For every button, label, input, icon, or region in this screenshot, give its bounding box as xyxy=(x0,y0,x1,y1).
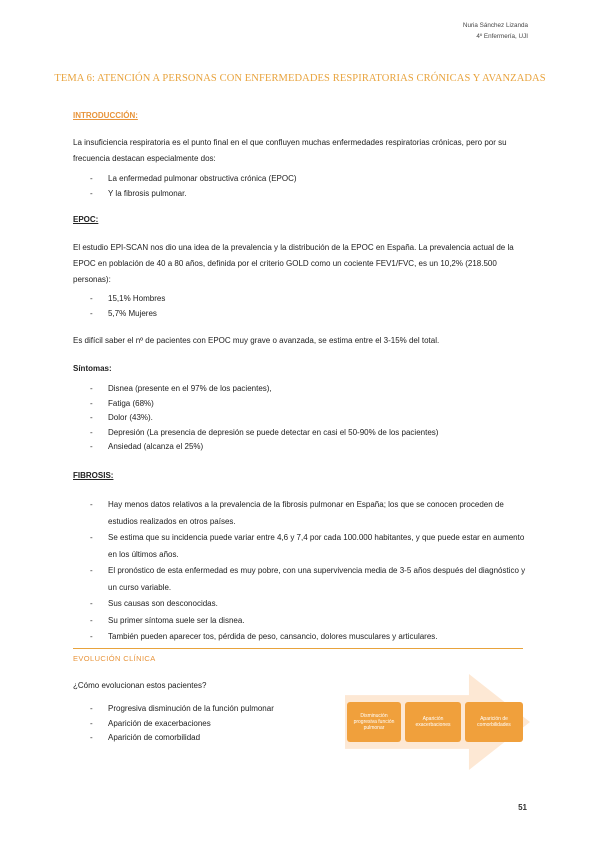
page-number: 51 xyxy=(518,803,527,812)
section-divider xyxy=(73,648,523,649)
list-item: - Y la fibrosis pulmonar. xyxy=(73,187,526,202)
page-title: TEMA 6: ATENCIÓN A PERSONAS CON ENFERMEDADES RESPIRATORIAS CRÓNICAS Y AVANZADAS xyxy=(54,73,546,84)
diagram-step-1: Disminución progresiva función pulmonar xyxy=(347,702,401,742)
intro-text: La insuficiencia respiratoria es el punto final en el que confluyen muchas enfermedades respiratorias crónicas, pero por su frecuencia destacan especialmente dos: xyxy=(73,138,507,163)
epoc-text: El estudio EPI-SCAN nos dio una idea de la prevalencia y la distribución de la EPOC en España. La prevalencia actual de la EPOC en población de 40 a 80 años, definida por el criterio GOLD como un cociente FEV1/FVC, es un 10,2% (218.500 personas): xyxy=(73,243,514,284)
symptoms-heading: Síntomas: xyxy=(73,364,112,373)
list-item: - Aparición de comorbilidad xyxy=(73,731,343,746)
symptoms-list xyxy=(73,382,526,455)
fibrosis-list xyxy=(73,497,526,646)
evolution-list xyxy=(73,702,343,746)
list-item: - 15,1% Hombres xyxy=(73,292,526,307)
header-course: 4º Enfermería, UJI xyxy=(476,33,528,40)
diagram-step-3: Aparición de comorbilidades xyxy=(465,702,523,742)
evolution-question: ¿Cómo evolucionan estos pacientes? xyxy=(73,681,207,690)
epoc-list xyxy=(73,292,526,321)
list-item: - Progresiva disminución de la función pulmonar xyxy=(73,702,343,717)
list-item: - El pronóstico de esta enfermedad es muy pobre, con una supervivencia media de 3-5 años después del diagnóstico y un curso variable. xyxy=(73,563,526,596)
list-item: - Hay menos datos relativos a la prevalencia de la fibrosis pulmonar en España; los que se conocen proceden de estudios realizados en otros países. xyxy=(73,497,526,530)
list-item: - Disnea (presente en el 97% de los pacientes), xyxy=(73,382,526,397)
list-item: - 5,7% Mujeres xyxy=(73,307,526,322)
diagram-step-2: Aparición exacerbaciones xyxy=(405,702,461,742)
list-item: - Fatiga (68%) xyxy=(73,397,526,412)
epoc-severe-text: Es difícil saber el nº de pacientes con EPOC muy grave o avanzada, se estima entre el 3-15% del total. xyxy=(73,336,440,345)
intro-heading: INTRODUCCIÓN: xyxy=(73,111,138,120)
list-item: - Sus causas son desconocidas. xyxy=(73,596,526,613)
epoc-heading: EPOC: xyxy=(73,215,99,224)
fibrosis-heading: FIBROSIS: xyxy=(73,471,114,480)
list-item: - Se estima que su incidencia puede variar entre 4,6 y 7,4 por cada 100.000 habitantes, y que puede estar en aumento en los últimos años. xyxy=(73,530,526,563)
list-item: - Aparición de exacerbaciones xyxy=(73,717,343,732)
list-item: - La enfermedad pulmonar obstructiva crónica (EPOC) xyxy=(73,172,526,187)
list-item: - Depresión (La presencia de depresión se puede detectar en casi el 50-90% de los pacientes) xyxy=(73,426,526,441)
list-item: - También pueden aparecer tos, pérdida de peso, cansancio, dolores musculares y articulares. xyxy=(73,629,526,646)
header-author: Nuria Sánchez Lizanda xyxy=(462,22,528,29)
evolution-diagram xyxy=(345,674,530,770)
intro-list xyxy=(73,172,526,201)
list-item: - Ansiedad (alcanza el 25%) xyxy=(73,440,526,455)
list-item: - Su primer síntoma suele ser la disnea. xyxy=(73,613,526,630)
list-item: - Dolor (43%). xyxy=(73,411,526,426)
evolution-heading: EVOLUCIÓN CLÍNICA xyxy=(73,654,156,663)
